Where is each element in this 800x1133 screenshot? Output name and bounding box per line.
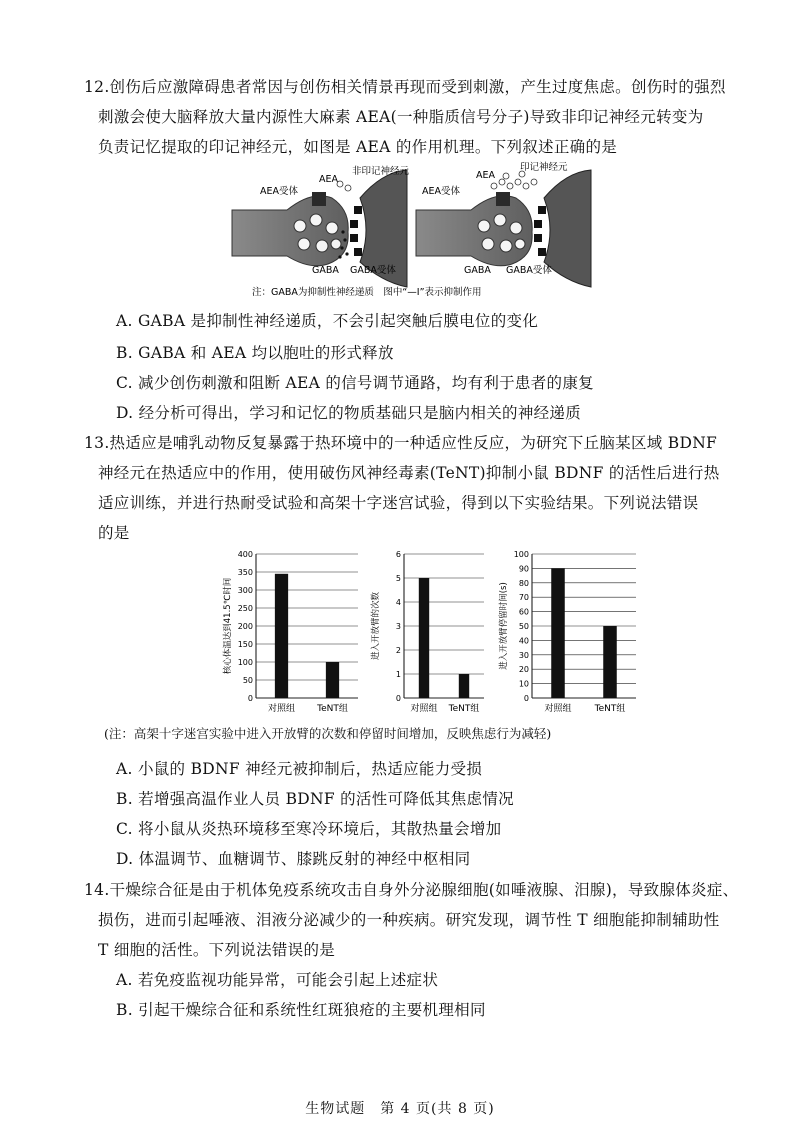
chart-3-category-label: 对照组 [544, 704, 572, 714]
synapse-right-panel [416, 161, 591, 287]
synapse-diagram [232, 162, 592, 302]
q12-option-a: A. GABA 是抑制性神经递质，不会引起突触后膜电位的变化 [116, 312, 539, 330]
chart-2-bar [419, 578, 429, 698]
q13-option-c: C. 将小鼠从炎热环境移至寒冷环境后，其散热量会增加 [116, 820, 502, 838]
label-aea-left: AEA [319, 174, 338, 185]
q12-line-1: 12.创伤后应激障碍患者常因与创伤相关情景再现而受到刺激，产生过度焦虑。创伤时的强烈 [84, 78, 726, 96]
chart-2-category-label: 对照组 [410, 704, 438, 714]
aea-receptor-left-shape [312, 192, 326, 206]
chart-1-tick-label: 250 [237, 604, 253, 613]
q13-option-b: B. 若增强高温作业人员 BDNF 的活性可降低其焦虑情况 [116, 790, 514, 808]
chart-3-tick-label: 80 [518, 578, 529, 588]
chart-3-tick-label: 60 [518, 607, 529, 617]
chart-3-tick-label: 20 [518, 665, 529, 675]
q14-option-b: B. 引起干燥综合征和系统性红斑狼疮的主要机理相同 [116, 1001, 486, 1019]
gaba-receptors-left [350, 206, 362, 256]
q13-option-d: D. 体温调节、血糖调节、膝跳反射的神经中枢相同 [116, 850, 471, 868]
chart-3 [498, 550, 636, 714]
q12-line-3: 负责记忆提取的印记神经元，如图是 AEA 的作用机理。下列叙述正确的是 [98, 138, 618, 156]
chart-3-tick-label: 40 [518, 636, 529, 646]
chart-3-tick-label: 30 [518, 650, 529, 660]
chart-3-tick-label: 100 [513, 550, 529, 559]
chart-3-tick-label: 90 [518, 564, 529, 574]
chart-2-tick-label: 1 [395, 670, 401, 679]
q13-line-1: 13.热适应是哺乳动物反复暴露于热环境中的一种适应性反应，为研究下丘脑某区域 BDNF [84, 434, 718, 452]
chart-2-bar [459, 674, 469, 698]
gaba-receptors-right [534, 206, 546, 256]
label-neuron-right: 印记神经元 [520, 162, 568, 173]
chart-1-category-label: 对照组 [267, 704, 296, 714]
aea-molecules-right [491, 171, 537, 189]
chart-1-tick-label: 50 [242, 676, 253, 685]
aea-receptor-right-shape [496, 192, 510, 206]
chart-1-y-label: 核心体温达到41.5℃时间 [223, 577, 233, 675]
chart-1-tick-label: 350 [237, 568, 253, 577]
page-footer: 生物试题 第 4 页(共 8 页) [305, 1101, 495, 1117]
q13-bar-charts [218, 548, 626, 720]
q12-line-2: 刺激会使大脑释放大量内源性大麻素 AEA(一种脂质信号分子)导致非印记神经元转变为 [98, 108, 704, 126]
chart-2-tick-label: 2 [395, 646, 401, 655]
chart-3-tick-label: 0 [523, 694, 529, 703]
chart-2-tick-label: 0 [395, 694, 401, 703]
label-neuron-left: 非印记神经元 [352, 166, 410, 177]
q14-option-a: A. 若免疫监视功能异常，可能会引起上述症状 [116, 971, 439, 989]
aea-molecules-left [337, 181, 351, 191]
chart-2-tick-label: 3 [395, 622, 401, 631]
chart-2-y-label: 进入开放臂的次数 [371, 591, 381, 661]
chart-1-tick-label: 300 [237, 586, 253, 595]
q14-line-1: 14.干燥综合征是由于机体免疫系统攻击自身外分泌腺细胞(如唾液腺、汨腺)，导致腺体炎症、 [84, 881, 739, 899]
chart-1-tick-label: 0 [247, 694, 253, 703]
chart-1-tick-label: 200 [237, 622, 253, 631]
question-12-stem [84, 72, 728, 162]
label-aea-right: AEA [476, 170, 495, 181]
chart-3-category-label: TeNT组 [594, 704, 626, 714]
chart-3-tick-label: 10 [518, 679, 529, 689]
chart-1-category-label: TeNT组 [317, 704, 348, 714]
q12-option-b: B. GABA 和 AEA 均以胞吐的形式释放 [116, 344, 394, 362]
q13-note: (注：高架十字迷宫实验中进入开放臂的次数和停留时间增加，反映焦虑行为减轻) [104, 726, 552, 741]
q14-line-2: 损伤，进而引起唾液、泪液分泌减少的一种疾病。研究发现，调节性 T 细胞能抑制辅助性 [98, 911, 720, 929]
q13-option-a: A. 小鼠的 BDNF 神经元被抑制后，热适应能力受损 [116, 760, 483, 778]
figure-caption: 注：GABA为抑制性神经递质 图中“—I”表示抑制作用 [252, 287, 482, 298]
chart-3-tick-label: 50 [518, 622, 529, 631]
q13-line-2: 神经元在热适应中的作用，使用破伤风神经毒素(TeNT)抑制小鼠 BDNF 的活性后进行热 [98, 464, 720, 482]
chart-1-bar [275, 574, 288, 698]
question-14-stem [84, 875, 739, 965]
label-gaba-right: GABA [464, 265, 491, 276]
chart-2 [370, 550, 484, 714]
chart-1-tick-label: 400 [237, 550, 253, 559]
question-13-stem [84, 428, 728, 548]
chart-2-tick-label: 4 [395, 598, 401, 607]
chart-2-tick-label: 5 [395, 574, 401, 583]
label-aea-receptor-left: AEA受体 [260, 186, 299, 197]
q12-option-c: C. 减少创伤刺激和阻断 AEA 的信号调节通路，均有利于患者的康复 [116, 374, 594, 392]
label-aea-receptor-right: AEA受体 [422, 186, 461, 197]
chart-3-bar [551, 568, 565, 698]
q13-line-3: 适应训练，并进行热耐受试验和高架十字迷宫试验，得到以下实验结果。下列说法错误 [98, 494, 699, 512]
chart-1-tick-label: 100 [237, 658, 253, 667]
label-gaba-receptor-right: GABA受体 [506, 265, 552, 276]
chart-1-tick-label: 150 [237, 640, 253, 649]
q12-option-d: D. 经分析可得出，学习和记忆的物质基础只是脑内相关的神经递质 [116, 404, 582, 422]
q14-line-3: T 细胞的活性。下列说法错误的是 [98, 941, 336, 959]
chart-3-bar [603, 626, 617, 698]
chart-2-tick-label: 6 [395, 550, 401, 559]
q13-line-4: 的是 [98, 524, 130, 542]
label-gaba-left: GABA [312, 265, 339, 276]
chart-2-category-label: TeNT组 [448, 704, 480, 714]
label-gaba-receptor-left: GABA受体 [350, 265, 396, 276]
chart-3-y-label: 进入开放臂停留时间(s) [499, 582, 509, 670]
chart-1-bar [326, 662, 339, 698]
synapse-left-panel [232, 165, 410, 287]
chart-1 [222, 550, 358, 714]
chart-3-tick-label: 70 [518, 593, 529, 603]
